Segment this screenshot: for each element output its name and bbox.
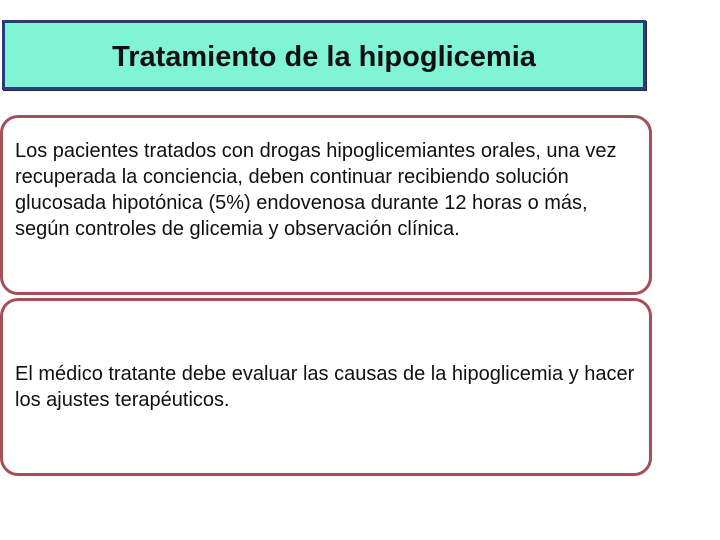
paragraph-2: El médico tratante debe evaluar las causas de la hipoglicemia y hacer los ajustes terapéuticos. xyxy=(15,363,635,411)
content-card-1 xyxy=(0,115,652,295)
paragraph-1: Los pacientes tratados con drogas hipoglicemiantes orales, una vez recuperada la conciencia, deben continuar recibiendo solución glucosada hipotónica (5%) endovenosa durante 12 horas o más, según controles de glicemia y observación clínica. xyxy=(15,140,617,240)
content-card-2 xyxy=(0,298,652,476)
slide-title-box xyxy=(2,20,646,90)
slide-title: Tratamiento de la hipoglicemia xyxy=(112,40,536,73)
